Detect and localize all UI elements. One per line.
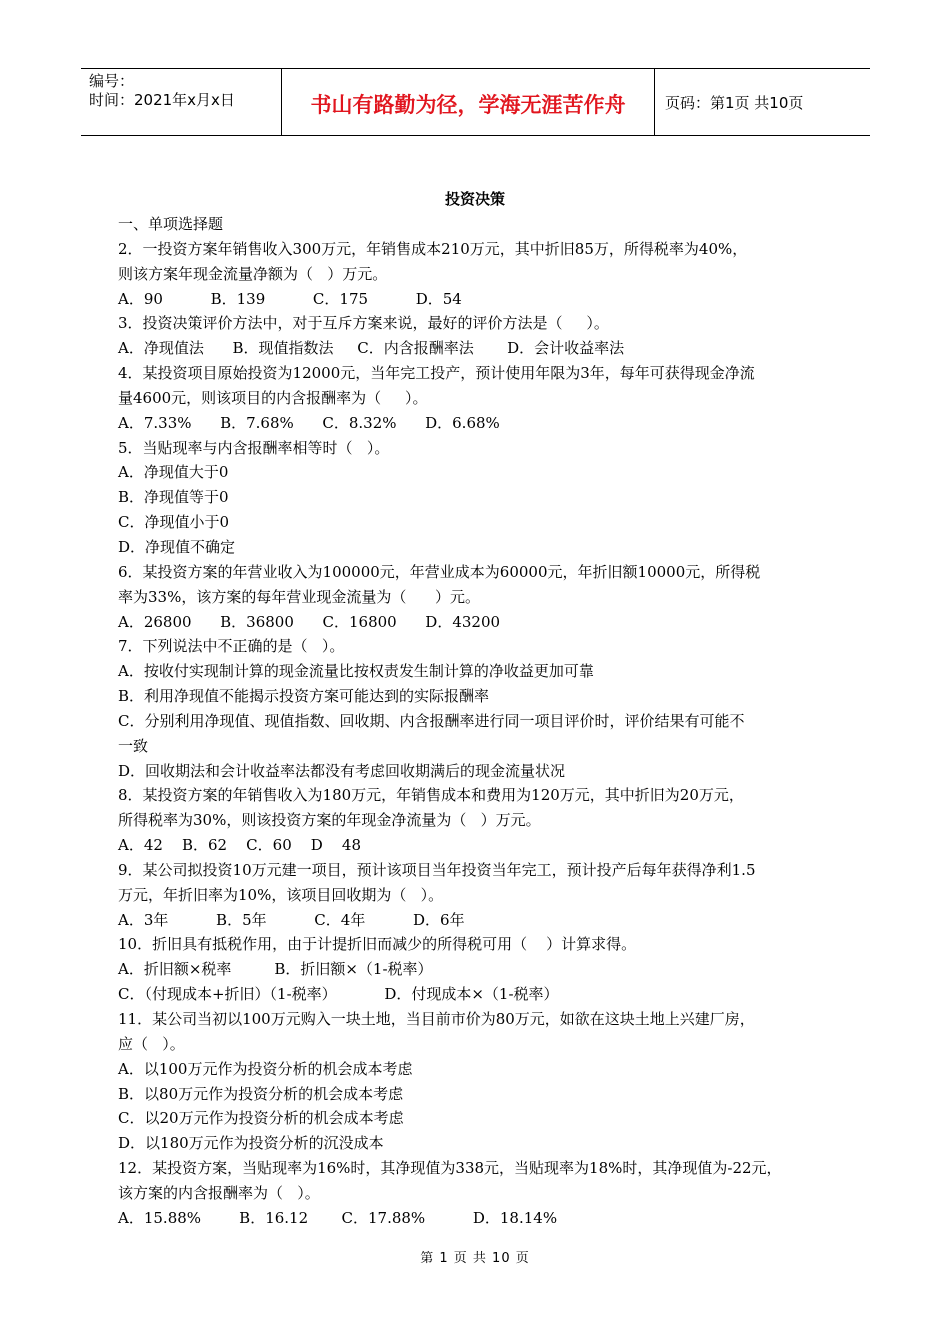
text-line: 量4600元，则该项目的内含报酬率为（ ）。	[118, 388, 428, 407]
text-line: C．以20万元作为投资分析的机会成本考虑	[118, 1109, 404, 1128]
text-line: B．利用净现值不能揭示投资方案可能达到的实际报酬率	[118, 687, 490, 706]
header-page-info: 页码：第1页 共10页	[665, 93, 804, 112]
text-line: 该方案的内含报酬率为（ ）。	[118, 1183, 320, 1202]
text-line: A．15.88% B．16.12 C．17.88% D．18.14%	[118, 1208, 558, 1227]
text-line: 6．某投资方案的年营业收入为100000元，年营业成本为60000元，年折旧额10000元，所得税	[118, 562, 761, 581]
document-title: 投资决策	[444, 190, 505, 208]
document-body	[118, 212, 838, 1231]
text-line: 3．投资决策评价方法中，对于互斥方案来说，最好的评价方法是（ ）。	[118, 314, 609, 333]
text-line: A．按收付实现制计算的现金流量比按权责发生制计算的净收益更加可靠	[118, 662, 594, 681]
text-line: 7．下列说法中不正确的是（ ）。	[118, 637, 345, 656]
text-line: 12．某投资方案，当贴现率为16%时，其净现值为338元，当贴现率为18%时，其净现值为-22元，	[118, 1159, 782, 1178]
text-line: A．以100万元作为投资分析的机会成本考虑	[118, 1059, 413, 1078]
text-line: 11．某公司当初以100万元购入一块土地，当目前市价为80万元，如欲在这块土地上兴建厂房，	[118, 1010, 755, 1028]
text-line: A．折旧额×税率 B．折旧额×（1-税率）	[118, 960, 433, 979]
text-line: A．3年 B．5年 C．4年 D．6年	[118, 910, 465, 929]
text-line: 率为33%，该方案的每年营业现金流量为（ ）元。	[118, 587, 480, 606]
text-line: 则该方案年现金流量净额为（ ）万元。	[118, 264, 388, 283]
text-line: 所得税率为30%，则该投资方案的年现金净流量为（ ）万元。	[118, 811, 541, 830]
text-line: 2．一投资方案年销售收入300万元，年销售成本210万元，其中折旧85万，所得税率为40%，	[118, 239, 748, 258]
header-slogan: 书山有路勤为径，学海无涯苦作舟	[282, 69, 655, 135]
document-number-label: 编号：	[89, 72, 135, 90]
text-line: 一致	[118, 736, 149, 755]
text-line: D．净现值不确定	[118, 537, 236, 556]
text-line: 9．某公司拟投资10万元建一项目，预计该项目当年投资当年完工，预计投产后每年获得净利1.5	[118, 860, 756, 879]
text-line: A．7.33% B．7.68% C．8.32% D．6.68%	[118, 413, 500, 432]
text-line: A．净现值法 B．现值指数法 C．内含报酬率法 D．会计收益率法	[118, 339, 625, 358]
text-line: D．回收期法和会计收益率法都没有考虑回收期满后的现金流量状况	[118, 761, 566, 780]
text-line: A．90 B．139 C．175 D．54	[118, 289, 462, 308]
text-line: B．以80万元作为投资分析的机会成本考虑	[118, 1084, 404, 1103]
text-line: C．净现值小于0	[118, 513, 230, 532]
text-line: 一、单项选择题	[118, 215, 224, 233]
text-line: C．分别利用净现值、现值指数、回收期、内含报酬率进行同一项目评价时，评价结果有可能不	[118, 711, 745, 730]
text-line: 万元，年折旧率为10%，该项目回收期为（ ）。	[118, 885, 444, 904]
text-line: A．净现值大于0	[118, 463, 229, 482]
text-line: 8．某投资方案的年销售收入为180万元，年销售成本和费用为120万元，其中折旧为20万元，	[118, 786, 744, 805]
header-meta	[81, 69, 282, 135]
text-line: D．以180万元作为投资分析的沉没成本	[118, 1134, 384, 1153]
text-line: A．26800 B．36800 C．16800 D．43200	[118, 612, 501, 631]
text-line: 10．折旧具有抵税作用，由于计提折旧而减少的所得税可用（ ）计算求得。	[118, 935, 637, 954]
page-footer: 第 1 页 共 10 页	[420, 1251, 530, 1266]
document-date-label: 时间：2021年x月x日	[89, 91, 235, 109]
text-line: 5．当贴现率与内含报酬率相等时（ ）。	[118, 438, 390, 457]
text-line: 4．某投资项目原始投资为12000元，当年完工投产，预计使用年限为3年，每年可获得现金净流	[118, 364, 755, 383]
text-line: 应（ ）。	[118, 1034, 185, 1053]
text-line: C．（付现成本+折旧）（1-税率） D．付现成本×（1-税率）	[118, 985, 559, 1004]
page-header	[81, 68, 870, 136]
text-line: A．42 B．62 C．60 D 48	[118, 836, 361, 855]
text-line: B．净现值等于0	[118, 488, 229, 507]
